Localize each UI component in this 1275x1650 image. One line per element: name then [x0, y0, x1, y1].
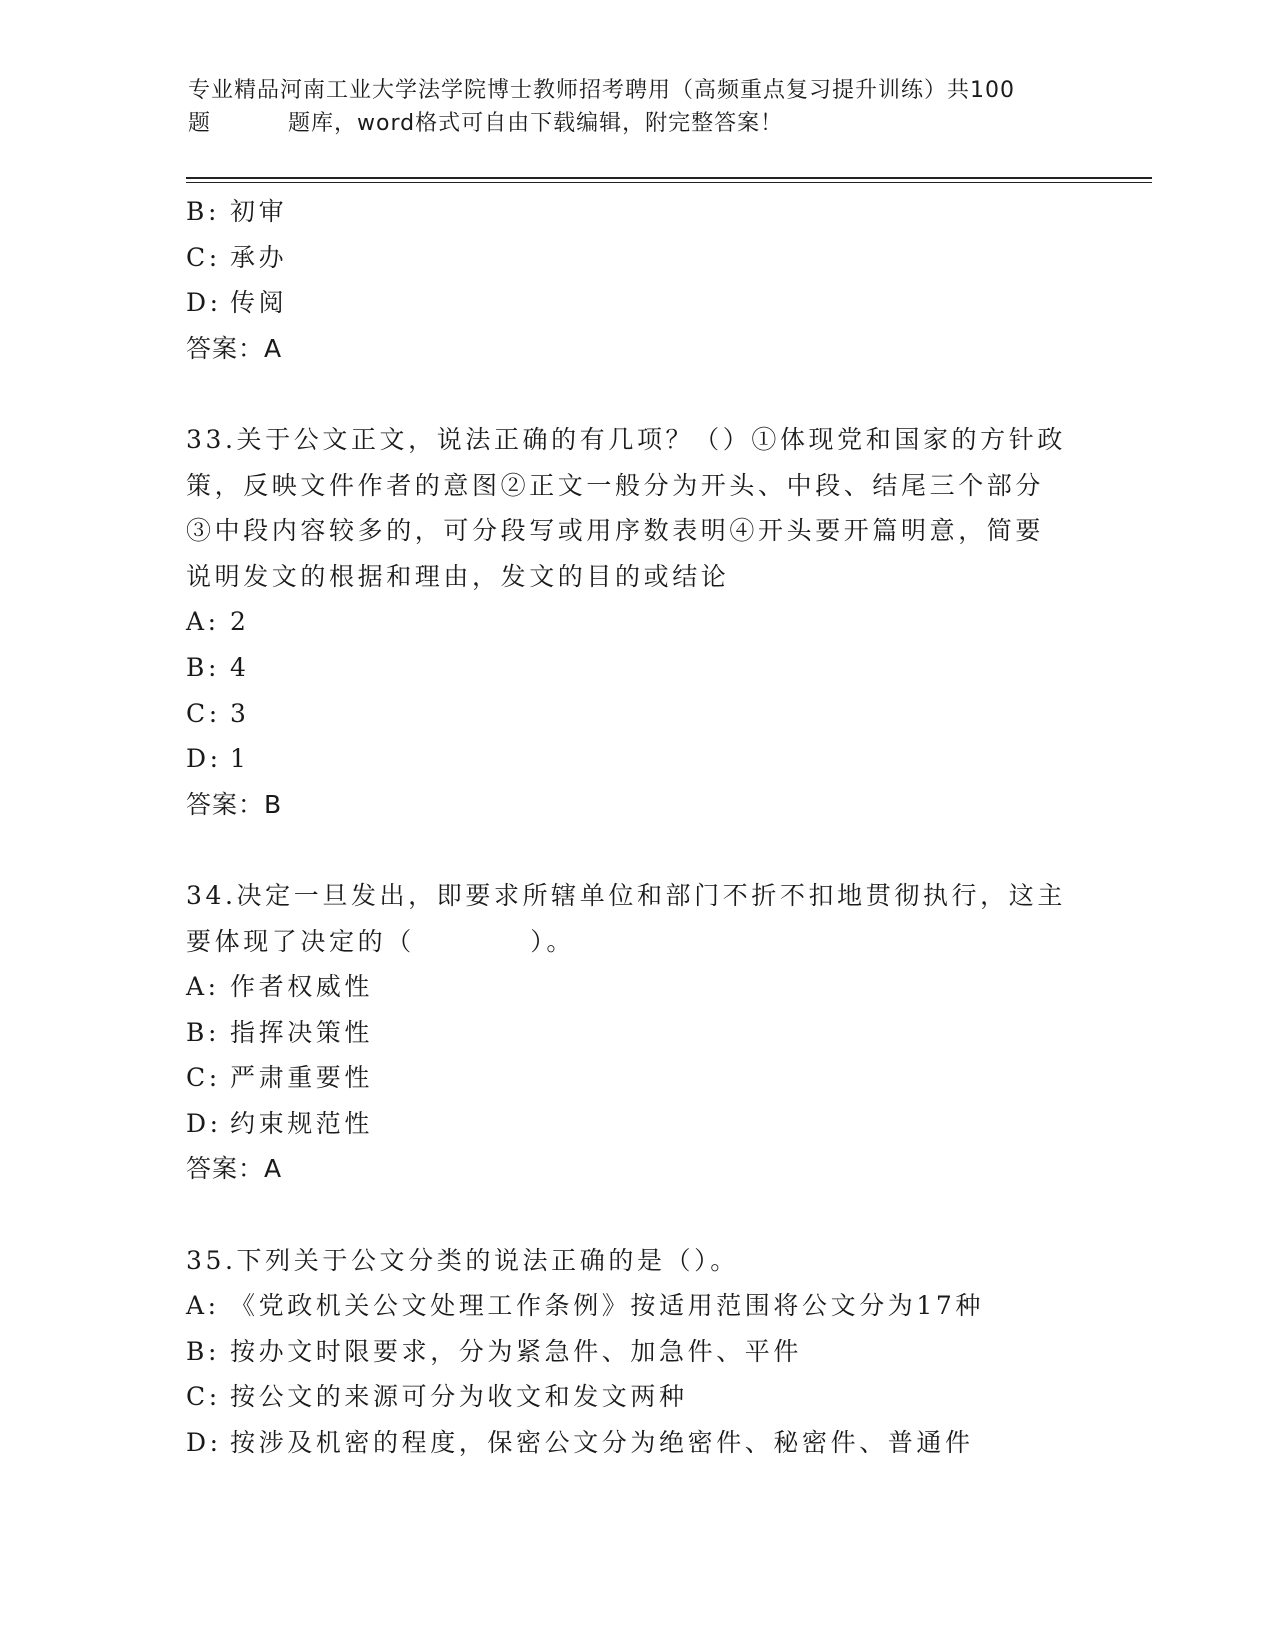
option-c: C: 按公文的来源可分为收文和发文两种: [186, 1382, 688, 1412]
option-a: A: 2: [186, 607, 250, 637]
question-34: [186, 873, 1086, 1192]
option-b: B: 指挥决策性: [186, 1017, 374, 1047]
question-32-tail: [186, 189, 1086, 371]
option-a: A: 作者权威性: [186, 972, 374, 1002]
document-body: [186, 189, 1086, 1466]
option-d: D: 1: [186, 744, 250, 774]
answer: 答案：A: [186, 333, 283, 363]
question-text-line: 说明发文的根据和理由，发文的目的或结论: [186, 561, 730, 591]
question-33: [186, 417, 1086, 827]
header-rule-thick: [186, 177, 1152, 179]
answer: 答案：B: [186, 789, 283, 819]
option-c: C: 严肃重要性: [186, 1063, 374, 1093]
question-text-line: 35.下列关于公文分类的说法正确的是（）。: [186, 1245, 739, 1275]
option-b: B: 4: [186, 652, 250, 682]
header-line-1: 专业精品河南工业大学法学院博士教师招考聘用（高频重点复习提升训练）共100: [188, 78, 1015, 103]
header-line-2-lead: 题: [188, 111, 212, 136]
option-b: B: 按办文时限要求，分为紧急件、加急件、平件: [186, 1336, 803, 1366]
question-text-line: 33.关于公文正文，说法正确的有几项？（）①体现党和国家的方针政: [186, 424, 1066, 454]
option-d: D: 传阅: [186, 288, 288, 318]
option-d: D: 按涉及机密的程度，保密公文分为绝密件、秘密件、普通件: [186, 1428, 974, 1458]
option-c: C: 承办: [186, 242, 288, 272]
option-a: A: 《党政机关公文处理工作条例》按适用范围将公文分为17种: [186, 1291, 985, 1321]
option-c: C: 3: [186, 698, 250, 728]
header-line-2: [188, 107, 1088, 140]
option-d: D: 约束规范性: [186, 1108, 374, 1138]
question-text-line: 34.决定一旦发出，即要求所辖单位和部门不折不扣地贯彻执行，这主: [186, 880, 1066, 910]
header-rule-thin: [186, 182, 1152, 183]
question-text-line: ③中段内容较多的，可分段写或用序数表明④开头要开篇明意，简要: [186, 516, 1045, 546]
option-b: B: 初审: [186, 197, 288, 226]
page-header: [188, 74, 1088, 140]
question-text-line: 要体现了决定的（ ）。: [186, 926, 575, 956]
question-text-line: 策，反映文件作者的意图②正文一般分为开头、中段、结尾三个部分: [186, 470, 1045, 500]
answer: 答案：A: [186, 1154, 283, 1184]
question-35: [186, 1238, 1086, 1466]
header-line-2-text: 题库，word格式可自由下载编辑，附完整答案！: [288, 111, 784, 136]
